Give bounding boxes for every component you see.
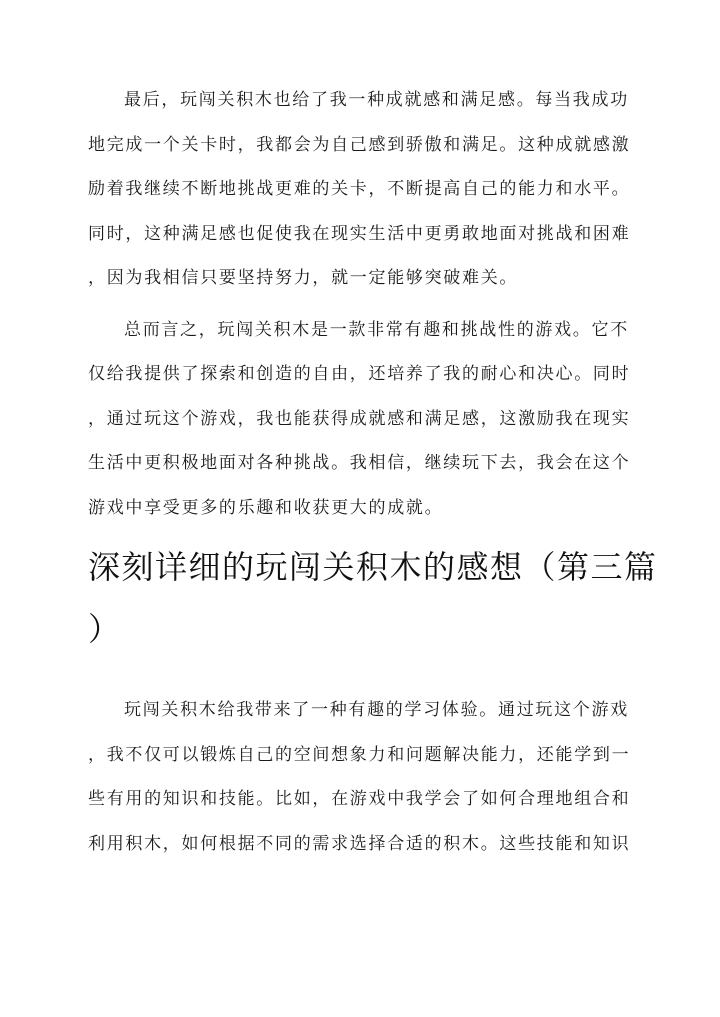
text-line: 励着我继续不断地挑战更难的关卡，不断提高自己的能力和水平。 [88,179,631,199]
text-line: 生活中更积极地面对各种挑战。我相信，继续玩下去，我会在这个 [88,453,631,473]
text-line: 仅给我提供了探索和创造的自由，还培养了我的耐心和决心。同时 [88,364,631,384]
text-line: 总而言之，玩闯关积木是一款非常有趣和挑战性的游戏。它不 [124,319,629,340]
text-line: ，我不仅可以锻炼自己的空间想象力和问题解决能力，还能学到一 [88,744,631,765]
text-line: 游戏中享受更多的乐趣和收获更大的成就。 [88,497,444,518]
heading-line: 深刻详细的玩闯关积木的感想（第三篇 [88,548,658,586]
text-line: ，因为我相信只要坚持努力，就一定能够突破难关。 [88,268,519,288]
document-page [88,78,658,866]
heading-line: ） [88,610,122,648]
text-line: 利用积木，如何根据不同的需求选择合适的积木。这些技能和知识 [88,833,631,854]
paragraph-conclusion-satisfaction [88,78,633,301]
text-line: ，通过玩这个游戏，我也能获得成就感和满足感，这激励我在现实 [88,408,631,429]
text-line: 同时，这种满足感也促使我在现实生活中更勇敢地面对挑战和困难 [88,223,631,244]
text-line: 些有用的知识和技能。比如，在游戏中我学会了如何合理地组合和 [88,789,631,809]
text-line: 最后，玩闯关积木也给了我一种成就感和满足感。每当我成功 [124,90,629,110]
text-line: 地完成一个关卡时，我都会为自己感到骄傲和满足。这种成就感激 [88,134,631,155]
paragraph-learning-experience [88,688,633,866]
paragraph-summary [88,308,633,531]
text-line: 玩闯关积木给我带来了一种有趣的学习体验。通过玩这个游戏 [124,700,629,720]
section-heading [88,536,658,660]
